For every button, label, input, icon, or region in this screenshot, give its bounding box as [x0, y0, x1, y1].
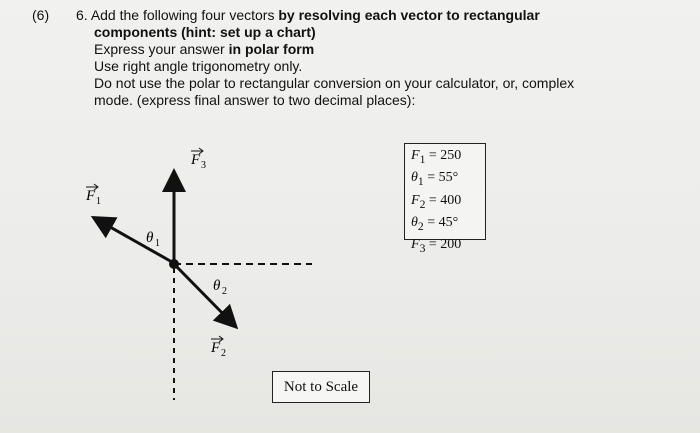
label-f1	[85, 184, 101, 207]
question-line-3-bold: in polar form	[228, 41, 315, 57]
question-number: 6.	[76, 7, 88, 23]
vector-f1-arrow	[96, 219, 172, 262]
label-f2	[210, 336, 226, 359]
svg-text:θ: θ	[146, 230, 154, 246]
svg-text:1: 1	[155, 238, 160, 249]
svg-text:3: 3	[201, 160, 206, 171]
question-line-5: Do not use the polar to rectangular conversion on your calculator, or, complex	[94, 75, 575, 91]
question-line-1-bold: by resolving each vector to rectangular	[278, 7, 540, 23]
given-row-f1: $F_1 = 250$	[411, 148, 462, 166]
svg-text:F: F	[191, 152, 201, 168]
svg-text:θ: θ	[213, 278, 221, 294]
question-line-6: mode. (express final answer to two decimal places):	[94, 92, 416, 108]
given-row-theta2: $\theta_2 = 45^\circ$	[411, 214, 459, 233]
svg-text:F: F	[211, 340, 221, 356]
question-line-1-text: Add the following four vectors	[90, 7, 279, 23]
label-theta2	[213, 278, 227, 297]
question-line-4: Use right angle trigonometry only.	[94, 58, 303, 74]
svg-text:1: 1	[96, 196, 101, 207]
svg-text:F: F	[86, 188, 96, 204]
svg-text:2: 2	[222, 286, 227, 297]
origin-point	[169, 259, 179, 269]
not-to-scale-note: Not to Scale	[272, 371, 370, 403]
given-row-f3: $F_3 = 200$	[411, 237, 462, 255]
question-outer-number: (6)	[32, 7, 50, 23]
svg-text:2: 2	[221, 348, 226, 359]
label-theta1	[146, 230, 160, 249]
question-line-3-text: Express your answer	[94, 41, 229, 57]
label-f3	[190, 148, 206, 171]
given-row-f2: $F_2 = 400$	[411, 192, 462, 211]
given-values-box	[404, 143, 486, 255]
given-row-theta1: $\theta_1 = 55^\circ$	[411, 170, 459, 189]
question-line-2: components (hint: set up a chart)	[94, 24, 316, 40]
